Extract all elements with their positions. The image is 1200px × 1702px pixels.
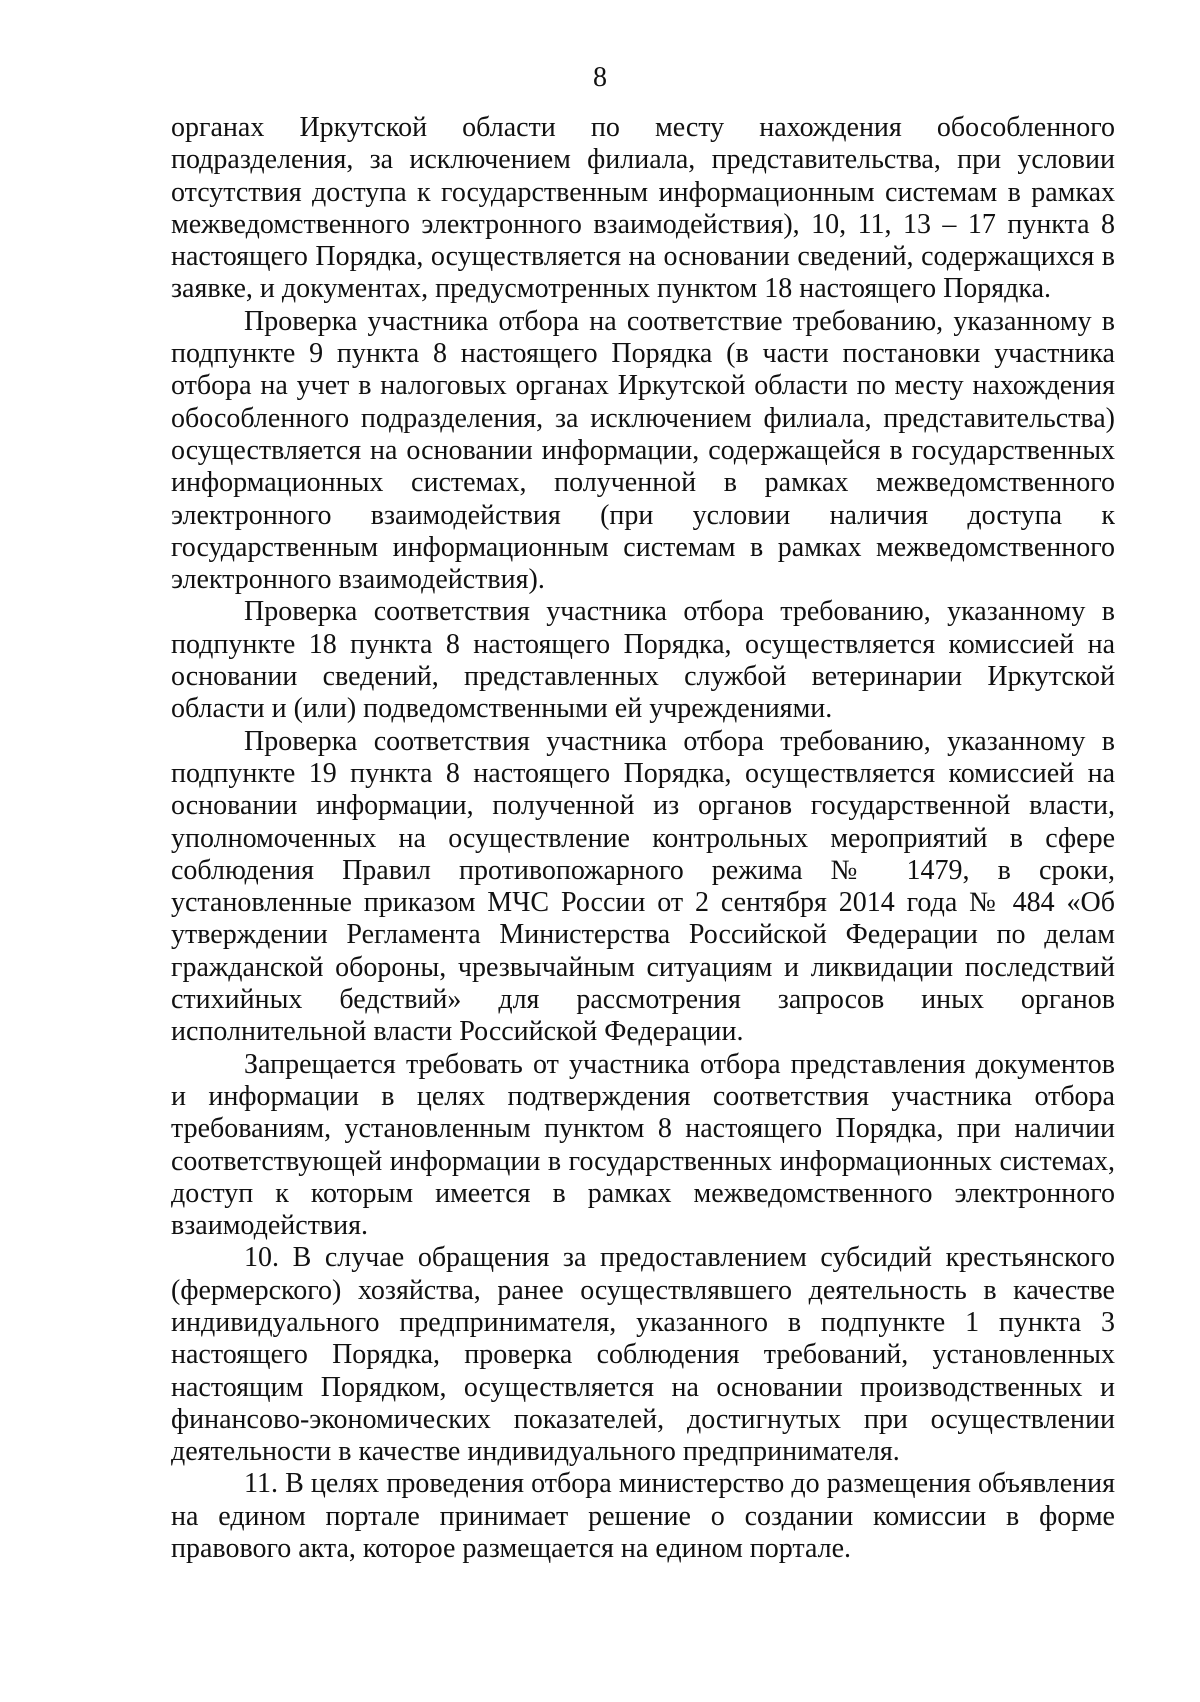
- paragraph-item-10: 10. В случае обращения за предоставлением субсидий крестьянского (фермерского) хозяйства, ранее осуществлявшего деятельность в качестве индивидуального предпринимателя, указанного в подпункте 1 пункта 3 настоящего Порядка, проверка соблюдения требований, установленных настоящим Порядком, осуществляется на основании производственных и финансово-экономических показателей, достигнутых при осуществлении деятельности в качестве индивидуального предпринимателя.: [171, 1242, 1115, 1468]
- paragraph-check-subpoint-19: Проверка соответствия участника отбора требованию, указанному в подпункте 19 пункта 8 настоящего Порядка, осуществляется комиссией на основании информации, полученной из органов государственной власти, уполномоченных на осуществление контрольных мероприятий в сфере соблюдения Правил противопожарного режима № 1479, в сроки, установленные приказом МЧС России от 2 сентября 2014 года № 484 «Об утверждении Регламента Министерства Российской Федерации по делам гражданской обороны, чрезвычайным ситуациям и ликвидации последствий стихийных бедствий» для рассмотрения запросов иных органов исполнительной власти Российской Федерации.: [171, 725, 1115, 1048]
- paragraph-check-subpoint-9: Проверка участника отбора на соответствие требованию, указанному в подпункте 9 пункта 8 настоящего Порядка (в части постановки участника отбора на учет в налоговых органах Иркутской области по месту нахождения обособленного подразделения, за исключением филиала, представительства) осуществляется на основании информации, содержащейся в государственных информационных системах, полученной в рамках межведомственного электронного взаимодействия (при условии наличия доступа к государственным информационным системам в рамках межведомственного электронного взаимодействия).: [171, 305, 1115, 596]
- paragraph-continuation: органах Иркутской области по месту нахождения обособленного подразделения, за исключением филиала, представительства, при условии отсутствия доступа к государственным информационным системам в рамках межведомственного электронного взаимодействия), 10, 11, 13 – 17 пункта 8 настоящего Порядка, осуществляется на основании сведений, содержащихся в заявке, и документах, предусмотренных пунктом 18 настоящего Порядка.: [171, 112, 1115, 305]
- page-number: 8: [593, 62, 607, 93]
- document-body: [171, 112, 1115, 1565]
- paragraph-prohibition: Запрещается требовать от участника отбора представления документов и информации в целях подтверждения соответствия участника отбора требованиям, установленным пунктом 8 настоящего Порядка, при наличии соответствующей информации в государственных информационных системах, доступ к которым имеется в рамках межведомственного электронного взаимодействия.: [171, 1048, 1115, 1242]
- paragraph-check-subpoint-18: Проверка соответствия участника отбора требованию, указанному в подпункте 18 пункта 8 настоящего Порядка, осуществляется комиссией на основании сведений, представленных службой ветеринарии Иркутской области и (или) подведомственными ей учреждениями.: [171, 596, 1115, 725]
- paragraph-item-11: 11. В целях проведения отбора министерство до размещения объявления на едином портале принимает решение о создании комиссии в форме правового акта, которое размещается на едином портале.: [171, 1468, 1115, 1565]
